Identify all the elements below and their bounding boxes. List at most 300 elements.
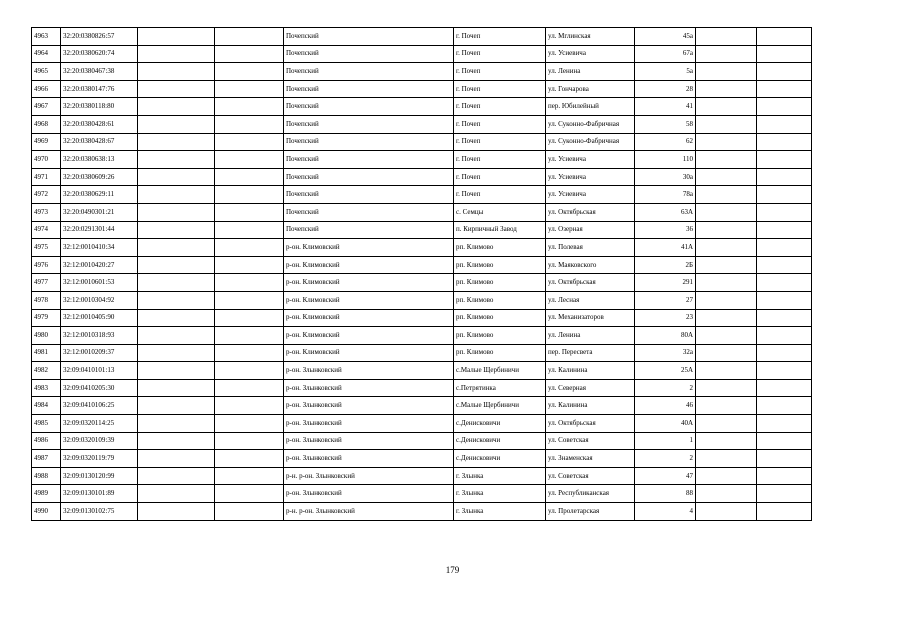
table-cell (215, 485, 284, 503)
table-cell: 45а (635, 28, 696, 46)
table-cell: ул. Суконно-Фабричная (546, 115, 635, 133)
table-cell: р-он. Злынковский (284, 362, 454, 380)
table-cell (215, 291, 284, 309)
table-cell: 32:09:0320119:79 (61, 450, 138, 468)
table-cell: 78а (635, 186, 696, 204)
table-cell: 4965 (32, 63, 61, 81)
table-row (32, 415, 812, 433)
table-cell (696, 221, 757, 239)
table-cell (757, 344, 812, 362)
table-cell: с.Петрятинка (454, 379, 546, 397)
table-cell: 2Б (635, 256, 696, 274)
table-row (32, 98, 812, 116)
table-row (32, 80, 812, 98)
table-row (32, 133, 812, 151)
table-cell: 4969 (32, 133, 61, 151)
table-cell (138, 467, 215, 485)
table-cell: р-он. Климовский (284, 274, 454, 292)
table-cell: 1 (635, 432, 696, 450)
table-cell (215, 467, 284, 485)
table-cell: с.Малые Щербиничи (454, 362, 546, 380)
table-cell: ул. Ленина (546, 327, 635, 345)
table-cell: 32:20:0380629:11 (61, 186, 138, 204)
table-cell: 63А (635, 203, 696, 221)
table-cell: Почепский (284, 28, 454, 46)
table-cell: ул. Озерная (546, 221, 635, 239)
table-cell (696, 256, 757, 274)
table-cell: ул. Республиканская (546, 485, 635, 503)
table-cell (215, 186, 284, 204)
table-cell: ул. Калинина (546, 362, 635, 380)
table-cell (138, 379, 215, 397)
table-cell: 32:12:0010601:53 (61, 274, 138, 292)
registry-body (32, 28, 812, 521)
table-cell (215, 432, 284, 450)
table-cell: 4966 (32, 80, 61, 98)
table-cell (696, 379, 757, 397)
table-cell: 4983 (32, 379, 61, 397)
table-cell (757, 80, 812, 98)
table-cell (696, 344, 757, 362)
table-cell: ул. Калинина (546, 397, 635, 415)
table-cell (696, 309, 757, 327)
table-cell (696, 327, 757, 345)
table-cell (696, 415, 757, 433)
table-cell: ул. Советская (546, 432, 635, 450)
table-cell (215, 45, 284, 63)
table-cell: 4967 (32, 98, 61, 116)
table-cell: 41А (635, 239, 696, 257)
table-cell (138, 98, 215, 116)
table-cell: Почепский (284, 186, 454, 204)
table-cell: р-он. Климовский (284, 309, 454, 327)
table-cell (138, 415, 215, 433)
table-cell: р-он. Климовский (284, 327, 454, 345)
table-cell: р-он. Климовский (284, 239, 454, 257)
table-cell (138, 362, 215, 380)
table-cell: г. Почеп (454, 63, 546, 81)
table-cell (757, 379, 812, 397)
table-cell: 28 (635, 80, 696, 98)
table-cell: р-н. р-он. Злынковский (284, 503, 454, 521)
table-cell (696, 467, 757, 485)
table-row (32, 503, 812, 521)
table-cell (138, 115, 215, 133)
table-cell (215, 203, 284, 221)
table-cell: ул. Усиевича (546, 151, 635, 169)
table-cell: 32:12:0010405:90 (61, 309, 138, 327)
table-cell: рп. Климово (454, 309, 546, 327)
table-cell: г. Почеп (454, 45, 546, 63)
table-cell (696, 80, 757, 98)
table-cell: ул. Усиевича (546, 45, 635, 63)
table-cell: г. Почеп (454, 28, 546, 46)
table-row (32, 309, 812, 327)
table-cell (138, 397, 215, 415)
table-cell (757, 28, 812, 46)
table-row (32, 344, 812, 362)
table-cell: 32:20:0380118:80 (61, 98, 138, 116)
table-row (32, 327, 812, 345)
table-cell (215, 256, 284, 274)
table-cell (138, 168, 215, 186)
table-cell (696, 291, 757, 309)
table-cell (757, 397, 812, 415)
table-row (32, 467, 812, 485)
table-cell (215, 133, 284, 151)
table-cell: 4968 (32, 115, 61, 133)
table-cell (696, 28, 757, 46)
table-cell: р-он. Злынковский (284, 485, 454, 503)
table-row (32, 151, 812, 169)
table-cell (757, 221, 812, 239)
table-cell: 32:12:0010410:34 (61, 239, 138, 257)
table-cell (138, 63, 215, 81)
table-cell (215, 80, 284, 98)
table-cell (696, 397, 757, 415)
table-cell (757, 256, 812, 274)
table-cell: ул. Полевая (546, 239, 635, 257)
table-row (32, 379, 812, 397)
table-cell: рп. Климово (454, 327, 546, 345)
table-cell: 32:12:0010318:93 (61, 327, 138, 345)
table-cell (215, 221, 284, 239)
registry-table (31, 27, 812, 521)
table-row (32, 186, 812, 204)
table-cell: 32:09:0320114:25 (61, 415, 138, 433)
table-cell: 32:12:0010420:27 (61, 256, 138, 274)
table-cell: Почепский (284, 168, 454, 186)
table-cell: с. Семцы (454, 203, 546, 221)
table-cell: г. Почеп (454, 168, 546, 186)
table-row (32, 291, 812, 309)
table-cell (757, 467, 812, 485)
table-cell: Почепский (284, 45, 454, 63)
table-cell: рп. Климово (454, 344, 546, 362)
table-cell (757, 274, 812, 292)
table-cell (757, 415, 812, 433)
table-cell: р-он. Злынковский (284, 397, 454, 415)
table-cell: 46 (635, 397, 696, 415)
table-cell (138, 239, 215, 257)
table-cell: ул. Октябрьская (546, 274, 635, 292)
table-cell (696, 503, 757, 521)
table-cell (757, 98, 812, 116)
table-cell: Почепский (284, 221, 454, 239)
table-cell: г. Почеп (454, 80, 546, 98)
table-cell: Почепский (284, 80, 454, 98)
table-cell: 5а (635, 63, 696, 81)
table-row (32, 203, 812, 221)
table-cell: р-он. Злынковский (284, 379, 454, 397)
table-row (32, 274, 812, 292)
table-cell (696, 186, 757, 204)
table-cell: 32:09:0410205:30 (61, 379, 138, 397)
table-cell: ул. Мглинская (546, 28, 635, 46)
table-cell: ул. Знаменская (546, 450, 635, 468)
table-cell: 67а (635, 45, 696, 63)
table-cell (215, 274, 284, 292)
table-cell: 32:12:0010209:37 (61, 344, 138, 362)
table-cell: ул. Маяковского (546, 256, 635, 274)
table-cell (215, 98, 284, 116)
table-cell (138, 203, 215, 221)
table-cell: 4984 (32, 397, 61, 415)
table-cell: 36 (635, 221, 696, 239)
table-cell (138, 327, 215, 345)
table-cell: 23 (635, 309, 696, 327)
table-cell (757, 133, 812, 151)
table-cell: с.Денисковичи (454, 432, 546, 450)
table-cell: г. Злынка (454, 485, 546, 503)
table-cell: 4985 (32, 415, 61, 433)
table-cell: 62 (635, 133, 696, 151)
table-cell: 4979 (32, 309, 61, 327)
table-cell: рп. Климово (454, 239, 546, 257)
table-cell: 4971 (32, 168, 61, 186)
table-cell (696, 115, 757, 133)
table-cell: ул. Лесная (546, 291, 635, 309)
table-cell (757, 291, 812, 309)
table-row (32, 256, 812, 274)
table-cell (757, 309, 812, 327)
table-cell: 25А (635, 362, 696, 380)
table-cell (215, 450, 284, 468)
table-cell (138, 291, 215, 309)
table-cell (138, 485, 215, 503)
table-cell: 40А (635, 415, 696, 433)
table-cell: с.Малые Щербиничи (454, 397, 546, 415)
table-cell (215, 115, 284, 133)
table-cell (696, 432, 757, 450)
table-cell (138, 221, 215, 239)
table-cell (215, 362, 284, 380)
table-cell: 4989 (32, 485, 61, 503)
table-cell: 32а (635, 344, 696, 362)
table-cell (138, 344, 215, 362)
table-cell (696, 168, 757, 186)
table-cell (138, 503, 215, 521)
table-cell: р-он. Климовский (284, 256, 454, 274)
table-cell (757, 432, 812, 450)
table-cell (757, 168, 812, 186)
table-cell (138, 80, 215, 98)
table-cell: 32:20:0490301:21 (61, 203, 138, 221)
table-row (32, 397, 812, 415)
table-cell: с.Денисковичи (454, 415, 546, 433)
table-cell (696, 450, 757, 468)
table-cell (757, 115, 812, 133)
table-cell: Почепский (284, 63, 454, 81)
table-row (32, 28, 812, 46)
table-cell: 4987 (32, 450, 61, 468)
table-cell (757, 239, 812, 257)
table-row (32, 63, 812, 81)
table-cell (696, 203, 757, 221)
table-cell: ул. Октябрьская (546, 203, 635, 221)
table-cell (757, 503, 812, 521)
table-cell: 47 (635, 467, 696, 485)
table-row (32, 115, 812, 133)
table-cell: 4974 (32, 221, 61, 239)
table-cell: 4964 (32, 45, 61, 63)
table-cell: ул. Пролетарская (546, 503, 635, 521)
page-number: 179 (445, 565, 460, 575)
table-cell (757, 327, 812, 345)
table-cell (696, 133, 757, 151)
table-cell: 4982 (32, 362, 61, 380)
table-cell: 30а (635, 168, 696, 186)
table-cell: 4976 (32, 256, 61, 274)
table-cell (757, 151, 812, 169)
table-cell: ул. Усиевича (546, 186, 635, 204)
table-cell (696, 239, 757, 257)
table-cell (138, 309, 215, 327)
table-cell: ул. Гончарова (546, 80, 635, 98)
table-row (32, 450, 812, 468)
table-row (32, 485, 812, 503)
table-cell: 4973 (32, 203, 61, 221)
table-cell (138, 186, 215, 204)
table-cell: Почепский (284, 203, 454, 221)
table-cell: 2 (635, 379, 696, 397)
table-cell (215, 168, 284, 186)
table-cell (215, 344, 284, 362)
table-cell: 32:20:0380428:61 (61, 115, 138, 133)
table-cell (215, 239, 284, 257)
table-row (32, 168, 812, 186)
table-cell: 4978 (32, 291, 61, 309)
table-cell (696, 63, 757, 81)
table-cell: 80А (635, 327, 696, 345)
table-cell: Почепский (284, 98, 454, 116)
table-cell (215, 28, 284, 46)
table-cell (696, 151, 757, 169)
table-cell: Почепский (284, 151, 454, 169)
table-cell: ул. Октябрьская (546, 415, 635, 433)
table-cell (138, 450, 215, 468)
table-cell: рп. Климово (454, 274, 546, 292)
table-cell: 291 (635, 274, 696, 292)
table-cell (215, 379, 284, 397)
table-cell: 4972 (32, 186, 61, 204)
table-cell (696, 485, 757, 503)
table-cell: 32:20:0380147:76 (61, 80, 138, 98)
table-cell: р-н. р-он. Злынковский (284, 467, 454, 485)
table-cell: 4970 (32, 151, 61, 169)
table-cell (215, 397, 284, 415)
table-cell: р-он. Злынковский (284, 415, 454, 433)
table-cell: с.Денисковичи (454, 450, 546, 468)
table-cell (215, 151, 284, 169)
table-cell: 32:20:0380428:67 (61, 133, 138, 151)
table-row (32, 239, 812, 257)
table-cell: пер. Пересвета (546, 344, 635, 362)
table-cell: ул. Механизаторов (546, 309, 635, 327)
table-cell: 2 (635, 450, 696, 468)
table-cell: 32:09:0320109:39 (61, 432, 138, 450)
table-cell: 4980 (32, 327, 61, 345)
table-cell (138, 133, 215, 151)
table-cell (138, 28, 215, 46)
table-cell: г. Почеп (454, 98, 546, 116)
table-cell: пер. Юбилейный (546, 98, 635, 116)
table-row (32, 362, 812, 380)
table-cell: п. Кирпичный Завод (454, 221, 546, 239)
table-cell (215, 327, 284, 345)
table-cell (757, 485, 812, 503)
table-cell: 32:09:0130102:75 (61, 503, 138, 521)
table-cell: 32:20:0380638:13 (61, 151, 138, 169)
table-cell (757, 362, 812, 380)
table-cell (215, 415, 284, 433)
table-cell (757, 450, 812, 468)
table-cell: 4981 (32, 344, 61, 362)
table-cell: г. Почеп (454, 115, 546, 133)
table-cell (138, 151, 215, 169)
table-cell: ул. Суконно-Фабричная (546, 133, 635, 151)
table-cell (757, 186, 812, 204)
table-cell: 4990 (32, 503, 61, 521)
table-cell: р-он. Злынковский (284, 450, 454, 468)
table-cell: р-он. Злынковский (284, 432, 454, 450)
table-cell: 32:12:0010304:92 (61, 291, 138, 309)
table-cell (215, 503, 284, 521)
table-cell (138, 45, 215, 63)
table-cell: Почепский (284, 115, 454, 133)
table-cell: ул. Советская (546, 467, 635, 485)
table-cell: 32:20:0380620:74 (61, 45, 138, 63)
table-row (32, 221, 812, 239)
table-cell (696, 362, 757, 380)
table-cell (696, 45, 757, 63)
table-cell (757, 63, 812, 81)
table-cell: 32:20:0380467:38 (61, 63, 138, 81)
table-cell: рп. Климово (454, 291, 546, 309)
table-cell (138, 274, 215, 292)
table-cell: 32:20:0380826:57 (61, 28, 138, 46)
table-cell (757, 45, 812, 63)
table-cell: 58 (635, 115, 696, 133)
table-cell: г. Почеп (454, 186, 546, 204)
table-cell: р-он. Климовский (284, 344, 454, 362)
table-cell: г. Почеп (454, 133, 546, 151)
table-cell (138, 256, 215, 274)
table-cell (696, 274, 757, 292)
table-cell: г. Злынка (454, 467, 546, 485)
table-cell: ул. Ленина (546, 63, 635, 81)
table-cell: 4963 (32, 28, 61, 46)
table-cell (215, 63, 284, 81)
table-cell (215, 309, 284, 327)
table-cell: 32:09:0130101:89 (61, 485, 138, 503)
table-cell: Почепский (284, 133, 454, 151)
table-cell (757, 203, 812, 221)
table-cell: ул. Усиевича (546, 168, 635, 186)
table-cell (696, 98, 757, 116)
table-cell: 88 (635, 485, 696, 503)
table-cell: 32:09:0410101:13 (61, 362, 138, 380)
table-cell: 41 (635, 98, 696, 116)
table-cell: 27 (635, 291, 696, 309)
table-cell: р-он. Климовский (284, 291, 454, 309)
table-cell: 4977 (32, 274, 61, 292)
table-cell: рп. Климово (454, 256, 546, 274)
table-cell: г. Почеп (454, 151, 546, 169)
table-cell: 4986 (32, 432, 61, 450)
table-cell: 4988 (32, 467, 61, 485)
table-cell (138, 432, 215, 450)
